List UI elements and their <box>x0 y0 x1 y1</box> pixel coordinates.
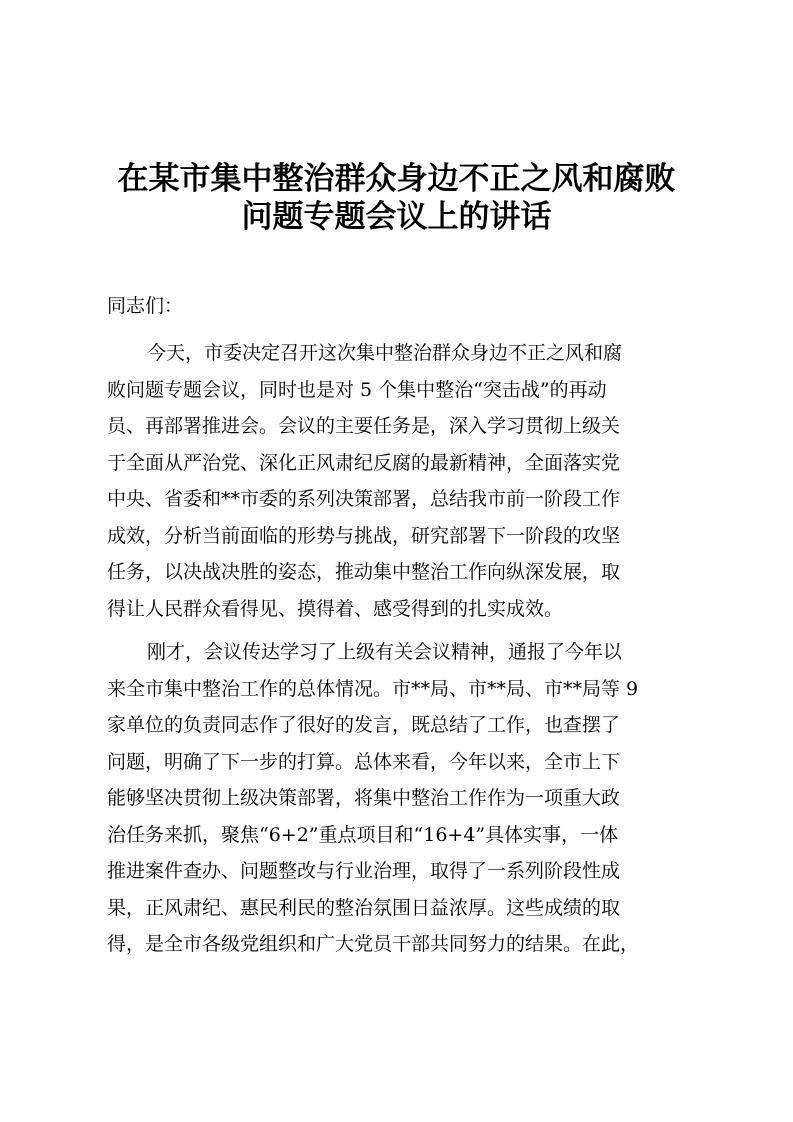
paragraph-line: 员、再部署推进会。会议的主要任务是，深入学习贯彻上级关 <box>107 415 621 437</box>
paragraph-line: 刚才，会议传达学习了上级有关会议精神，通报了今年以 <box>147 641 623 663</box>
paragraph <box>107 634 687 963</box>
paragraph-line: 问题，明确了下一步的打算。总体来看，今年以来，全市上下 <box>107 750 621 773</box>
document-title <box>60 160 733 236</box>
paragraph-line: 于全面从严治党、深化正风肃纪反腐的最新精神，全面落实党 <box>107 451 621 474</box>
paragraph-line: 得，是全市各级党组织和广大党员干部共同努力的结果。在此， <box>107 933 640 955</box>
paragraph-line: 能够坚决贯彻上级决策部署，将集中整治工作作为一项重大政 <box>107 787 621 809</box>
salutation: 同志们： <box>107 295 184 317</box>
paragraph <box>107 335 687 627</box>
paragraph-line: 败问题专题会议，同时也是对 5 个集中整治“突击战”的再动 <box>107 378 607 401</box>
paragraph-line: 中央、省委和**市委的系列决策部署，总结我市前一阶段工作 <box>107 488 621 510</box>
paragraph-line: 来全市集中整治工作的总体情况。市**局、市**局、市**局等 9 <box>107 677 639 700</box>
paragraph-line: 得让人民群众看得见、摸得着、感受得到的扎实成效。 <box>107 597 564 620</box>
paragraph-line: 任务，以决战决胜的姿态，推动集中整治工作向纵深发展，取 <box>107 561 621 583</box>
paragraph-line: 治任务来抓，聚焦“6+2”重点项目和“16+4”具体实事，一体 <box>107 823 619 846</box>
title-line: 问题专题会议上的讲话 <box>241 199 552 235</box>
title-line: 在某市集中整治群众身边不正之风和腐败 <box>117 161 676 197</box>
paragraph-line: 果，正风肃纪、惠民利民的整治氛围日益浓厚。这些成绩的取 <box>107 896 621 919</box>
paragraph-line: 推进案件查办、问题整改与行业治理，取得了一系列阶段性成 <box>107 860 621 882</box>
paragraph-line: 成效，分析当前面临的形势与挑战，研究部署下一阶段的攻坚 <box>107 524 621 547</box>
paragraph-line: 家单位的负责同志作了很好的发言，既总结了工作，也查摆了 <box>107 714 621 736</box>
paragraph-line: 今天，市委决定召开这次集中整治群众身边不正之风和腐 <box>147 342 623 364</box>
